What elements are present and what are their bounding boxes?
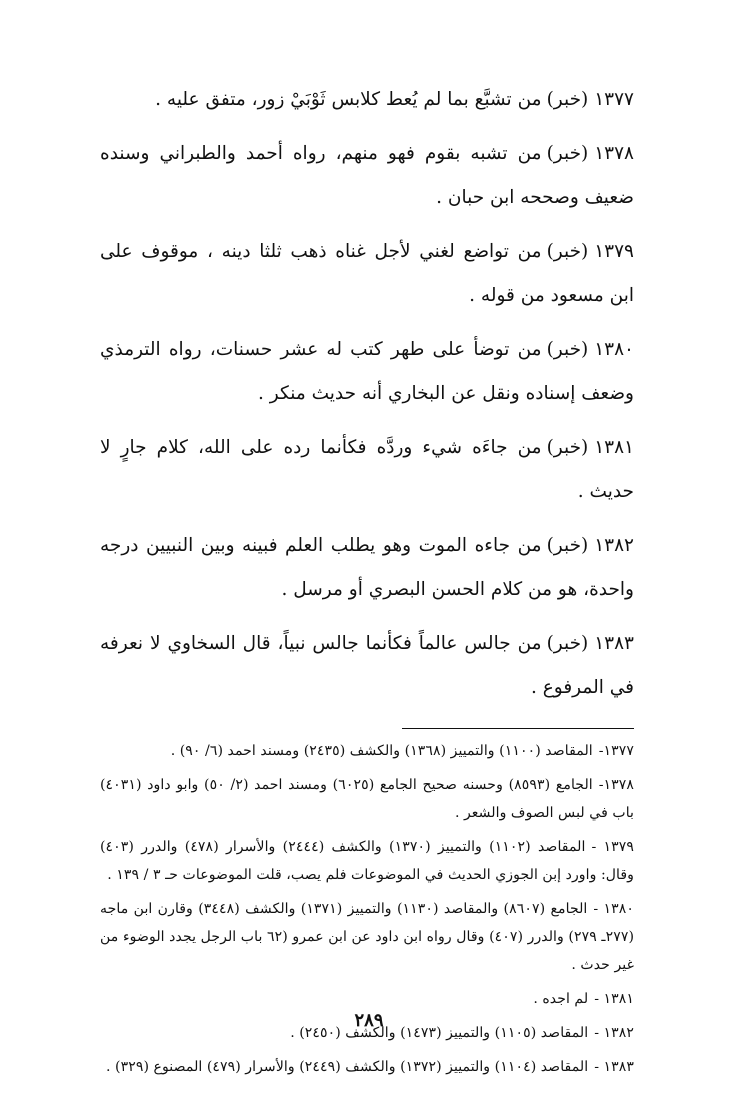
entry-text: من تشبَّع بما لم يُعط كلابس ثَوْبَيْ زور، متفق عليه . [155,89,542,110]
entry-text: من جالس عالماً فكأنما جالس نبياً، قال السخاوي لا نعرفه في المرفوع . [100,633,634,698]
entry-tag: (خبر) [546,633,589,654]
footnote-number: ١٣٨٣ - [594,1059,634,1075]
entry-text: من جاءه الموت وهو يطلب العلم فبينه وبين النبيين درجه واحدة، هو من كلام الحسن البصري أو مرسل . [100,535,634,600]
entry-tag: (خبر) [546,535,589,556]
footnote-number: ١٣٧٧- [598,743,634,759]
hadith-entry [100,78,634,122]
hadith-entry [100,328,634,416]
entry-text: من جاءَه شيء وردَّه فكأنما رده على الله، كلام جارٍ لا حديث . [100,437,634,502]
footnote-number: ١٣٨٢ - [594,1025,634,1041]
footnote-number: ١٣٨٠ - [593,901,634,917]
entry-tag: (خبر) [546,241,589,262]
entry-number: ١٣٧٩ [594,241,634,262]
footnote-text: المقاصد (١١٠٥) والتمييز (١٤٧٣) والكشف (٢٤٥٠) . [290,1025,589,1041]
footnote-number: ١٣٧٨- [598,777,634,793]
entry-number: ١٣٧٨ [594,143,634,164]
entry-number: ١٣٨٠ [594,339,634,360]
hadith-entry [100,230,634,318]
footnote [100,771,634,827]
footnote-text: الجامع (٨٥٩٣) وحسنه صحيح الجامع (٦٠٢٥) ومسند احمد (٢/ ٥٠) وابو داود (٤٠٣١) باب في لبس الصوف والشعر . [100,777,634,821]
footnote-text: المقاصد (١١٠٠) والتمييز (١٣٦٨) والكشف (٢٤٣٥) ومسند احمد (٦/ ٩٠) . [170,743,593,759]
entry-tag: (خبر) [546,437,589,458]
footnote-number: ١٣٧٩ - [591,839,635,855]
hadith-entries [100,78,634,710]
footnote-text: المقاصد (١١٠٤) والتمييز (١٣٧٢) والكشف (٢٤٤٩) والأسرار (٤٧٩) المصنوع (٣٢٩) . [106,1059,589,1075]
entry-tag: (خبر) [546,89,589,110]
entry-number: ١٣٨٢ [594,535,634,556]
entry-text: من تشبه بقوم فهو منهم، رواه أحمد والطبراني وسنده ضعيف وصححه ابن حبان . [100,143,634,208]
hadith-entry [100,132,634,220]
footnote [100,737,634,765]
hadith-entry [100,426,634,514]
footnote-separator [402,728,634,729]
entry-text: من توضأ على طهر كتب له عشر حسنات، رواه الترمذي وضعف إسناده ونقل عن البخاري أنه حديث منكر . [100,339,634,404]
footnote-text: المقاصد (١١٠٢) والتمييز (١٣٧٠) والكشف (٢٤٤٤) والأسرار (٤٧٨) والدرر (٤٠٣) وقال: واورد إبن الجوزي الحديث في الموضوعات فلم يصب، قلت الموضوعات حـ ٣ / ١٣٩ . [100,839,634,883]
footnote-number: ١٣٨١ - [594,991,634,1007]
footnote-text: الجامع (٨٦٠٧) والمقاصد (١١٣٠) والتمييز (١٣٧١) والكشف (٣٤٤٨) وقارن ابن ماجه (٢٧٧ـ ٢٧٩) والدرر (٤٠٧) وقال رواه ابن داود عن ابن عمرو (٦٢ باب الرجل يجدد الوضوء من غير حدث . [100,901,634,973]
footnote [100,833,634,889]
entry-number: ١٣٨٣ [594,633,634,654]
entry-text: من تواضع لغني لأجل غناه ذهب ثلثا دينه ، موقوف على ابن مسعود من قوله . [100,241,634,306]
footnote [100,895,634,979]
hadith-entry [100,622,634,710]
entry-tag: (خبر) [546,143,589,164]
entry-number: ١٣٧٧ [594,89,634,110]
hadith-entry [100,524,634,612]
footnote [100,985,634,1013]
footnote-text: لم اجده . [533,991,589,1007]
page-number: ٢٨٩ [354,1010,384,1031]
entry-tag: (خبر) [546,339,589,360]
footnote [100,1053,634,1081]
entry-number: ١٣٨١ [594,437,634,458]
